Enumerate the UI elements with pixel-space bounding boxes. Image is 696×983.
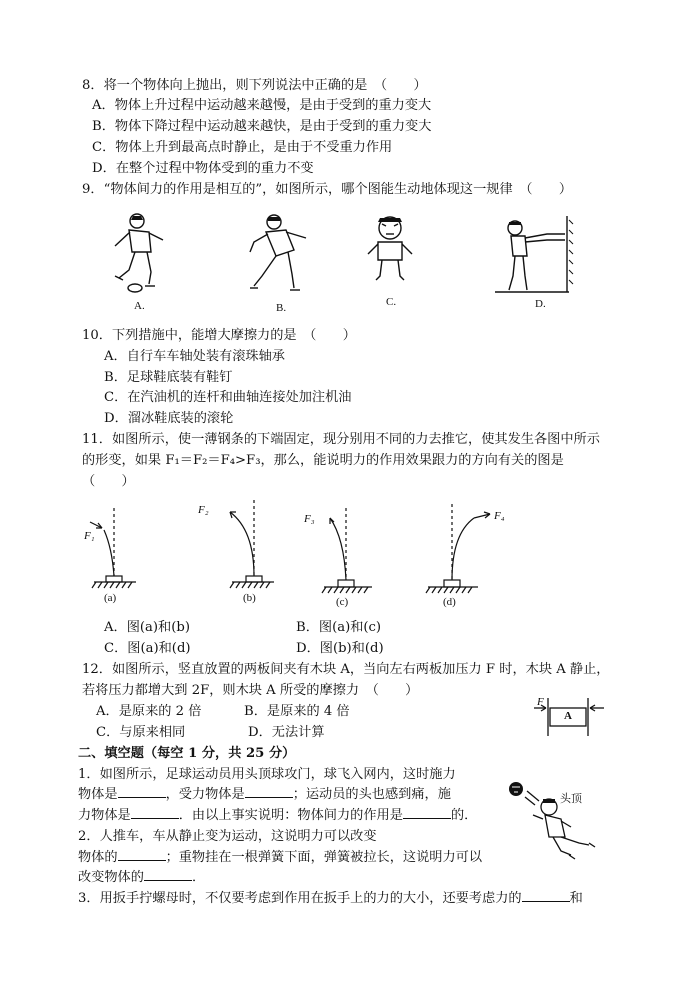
q12-stem-line1: 12．如图所示，竖直放置的两板间夹有木块 A，当向左右两板加压力 F 时，木块 A 静止， xyxy=(82,662,610,677)
q10-stem: 10．下列措施中，能增大摩擦力的是 （ ） xyxy=(82,328,356,343)
f1-blank-2[interactable] xyxy=(245,797,293,798)
f3-line1 xyxy=(78,890,583,908)
q9-figure-c xyxy=(360,214,420,294)
q11-caption-d: (d) xyxy=(443,596,456,608)
q12-option-a: A．是原来的 2 倍 xyxy=(96,704,202,719)
q11-force-f1: F₁ xyxy=(84,530,95,542)
q12-figure-f: F xyxy=(537,696,544,708)
f1-blank-1[interactable] xyxy=(118,797,166,798)
f3-l1a: 3．用扳手拧螺母时，不仅要考虑到作用在扳手上的力的大小，还要考虑力的 xyxy=(78,891,522,906)
f2-line3 xyxy=(78,869,205,887)
q11-stem-line1: 11．如图所示，使一薄钢条的下端固定，现分别用不同的力去推它，使其发生各图中所示 xyxy=(82,432,600,447)
q8-option-b: B．物体下降过程中运动越来越快，是由于受到的重力变大 xyxy=(92,119,432,134)
q11-option-c: C．图(a)和(d) xyxy=(104,641,191,656)
f3-l1b: 和 xyxy=(569,891,583,906)
q12-figure-a: A xyxy=(564,710,572,722)
q9-label-c: C. xyxy=(386,296,397,308)
f2-blank-1[interactable] xyxy=(118,860,166,861)
q11-figure-a xyxy=(78,508,158,608)
q12-option-b: B．是原来的 4 倍 xyxy=(244,704,350,719)
q11-force-f2: F₂ xyxy=(198,504,209,516)
q11-caption-b: (b) xyxy=(243,592,256,604)
f2-l2a: 物体的 xyxy=(78,850,118,865)
section-2-title: 二、填空题（每空 1 分，共 25 分） xyxy=(78,746,296,761)
q12-option-c: C．与原来相同 xyxy=(96,725,186,740)
q9-figure-d xyxy=(495,214,575,296)
q11-stem-line2: 的形变，如果 F₁＝F₂＝F₄>F₃，那么，能说明力的作用效果跟力的方向有关的图是 xyxy=(82,453,564,468)
f1-l3a: 力物体是 xyxy=(78,808,131,823)
q9-figure-a xyxy=(105,210,175,300)
q12-option-d: D．无法计算 xyxy=(248,725,325,740)
q8-option-c: C．物体上升到最高点时静止，是由于不受重力作用 xyxy=(92,140,393,155)
q9-label-b: B. xyxy=(276,302,287,314)
f1-l3b: ．由以上事实说明：物体间力的作用是 xyxy=(178,808,403,823)
q11-option-a: A．图(a)和(b) xyxy=(104,620,190,635)
q12-stem-line2: 若将压力都增大到 2F，则木块 A 所受的摩擦力 （ ） xyxy=(82,683,419,698)
q11-force-f3: F₃ xyxy=(304,513,315,525)
f3-blank-1[interactable] xyxy=(522,901,570,902)
q10-option-c: C．在汽油机的连杆和曲轴连接处加注机油 xyxy=(104,390,352,405)
q9-label-a: A. xyxy=(134,300,145,312)
q10-option-b: B．足球鞋底装有鞋钉 xyxy=(104,370,233,385)
f1-blank-4[interactable] xyxy=(403,818,451,819)
q8-option-a: A．物体上升过程中运动越来越慢，是由于受到的重力变大 xyxy=(92,98,432,113)
f2-line1: 2．人推车，车从静止变为运动，这说明力可以改变 xyxy=(78,829,377,844)
f2-l2b: ；重物挂在一根弹簧下面，弹簧被拉长，这说明力可以 xyxy=(165,850,483,865)
f1-l2b: ，受力物体是 xyxy=(165,787,245,802)
f1-figure-label: 头顶 xyxy=(560,792,582,805)
f2-line2 xyxy=(78,849,482,867)
f1-line3 xyxy=(78,807,477,825)
f1-l2c: ；运动员的头也感到痛，施 xyxy=(292,787,451,802)
q11-caption-c: (c) xyxy=(336,596,349,608)
q11-caption-a: (a) xyxy=(104,592,117,604)
q11-figure-b xyxy=(210,500,290,600)
q8-stem: 8．将一个物体向上抛出，则下列说法中正确的是 （ ） xyxy=(82,78,427,93)
q11-force-f4: F₄ xyxy=(494,510,505,522)
q11-stem-line3: （ ） xyxy=(82,474,135,489)
q11-figure-c xyxy=(310,508,390,608)
f2-l3b: ． xyxy=(191,870,206,885)
q9-stem: 9．“物体间力的作用是相互的”，如图所示，哪个图能生动地体现这一规律 （ ） xyxy=(82,182,573,197)
f1-l3c: 的． xyxy=(450,808,478,823)
q11-option-d: D．图(b)和(d) xyxy=(296,641,384,656)
q9-figure-b xyxy=(246,212,316,302)
q8-option-d: D．在整个过程中物体受到的重力不变 xyxy=(92,161,314,176)
f1-line2 xyxy=(78,786,451,804)
f1-blank-3[interactable] xyxy=(131,818,179,819)
f2-blank-2[interactable] xyxy=(144,880,192,881)
q10-option-a: A．自行车车轴处装有滚珠轴承 xyxy=(104,349,285,364)
f2-l3a: 改变物体的 xyxy=(78,870,144,885)
f1-line1: 1．如图所示，足球运动员用头顶球攻门，球飞入网内，这时施力 xyxy=(78,767,456,782)
q9-label-d: D. xyxy=(535,298,546,310)
q11-option-b: B．图(a)和(c) xyxy=(296,620,382,635)
f1-l2a: 物体是 xyxy=(78,787,118,802)
f1-figure-player xyxy=(505,775,605,865)
q10-option-d: D．溜冰鞋底装的滚轮 xyxy=(104,411,234,426)
